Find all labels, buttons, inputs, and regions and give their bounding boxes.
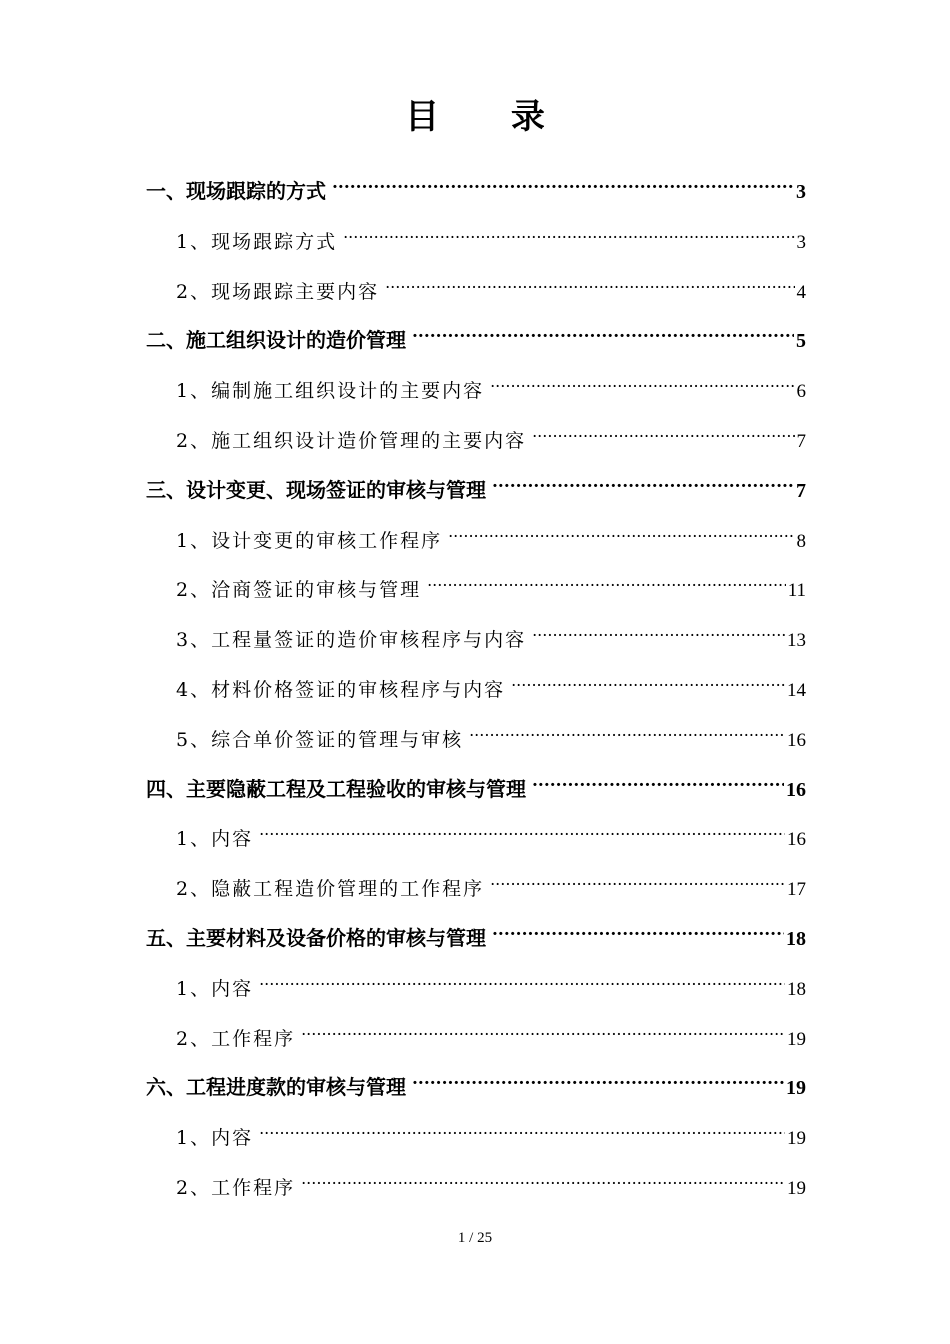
toc-chapter-entry[interactable]	[146, 317, 806, 352]
toc-section-entry[interactable]	[176, 1164, 806, 1199]
toc-section-entry[interactable]	[176, 965, 806, 1000]
toc-dot-leader	[492, 467, 794, 497]
toc-section-entry[interactable]	[176, 865, 806, 900]
toc-entry-title: 1、内容	[176, 1127, 254, 1149]
toc-dot-leader	[343, 218, 794, 248]
toc-section-entry[interactable]	[176, 566, 806, 601]
toc-chapter-entry[interactable]	[146, 467, 806, 502]
toc-section-entry[interactable]	[176, 218, 806, 253]
toc-entry-title: 四、主要隐蔽工程及工程验收的审核与管理	[146, 777, 526, 801]
toc-page-number: 16	[787, 829, 806, 850]
toc-section-entry[interactable]	[176, 1015, 806, 1050]
toc-entry-title: 4、材料价格签证的审核程序与内容	[176, 679, 506, 701]
toc-entry-title: 六、工程进度款的审核与管理	[146, 1075, 406, 1099]
toc-dot-leader	[532, 766, 784, 796]
toc-section-entry[interactable]	[176, 517, 806, 552]
toc-page-number: 14	[787, 680, 806, 701]
toc-section-entry[interactable]	[176, 1114, 806, 1149]
toc-entry-title: 2、工作程序	[176, 1177, 296, 1199]
toc-section-entry[interactable]	[176, 367, 806, 402]
toc-entry-title: 2、现场跟踪主要内容	[176, 281, 380, 303]
toc-section-entry[interactable]	[176, 666, 806, 701]
toc-entry-title: 3、工程量签证的造价审核程序与内容	[176, 629, 527, 651]
toc-page-number: 5	[796, 330, 806, 352]
toc-entry-title: 五、主要材料及设备价格的审核与管理	[146, 926, 486, 950]
toc-dot-leader	[448, 517, 794, 547]
toc-entry-title: 1、现场跟踪方式	[176, 231, 338, 253]
toc-entry-title: 1、设计变更的审核工作程序	[176, 530, 443, 552]
toc-page-number: 13	[787, 630, 806, 651]
toc-dot-leader	[259, 965, 785, 995]
toc-page-number: 18	[787, 979, 806, 1000]
toc-chapter-entry[interactable]	[146, 168, 806, 203]
toc-dot-leader	[412, 1064, 784, 1094]
toc-page-number: 6	[796, 381, 806, 402]
toc-section-entry[interactable]	[176, 716, 806, 751]
page-title: 目 录	[405, 97, 575, 137]
page-footer: 1 / 25	[457, 1230, 493, 1246]
toc-section-entry[interactable]	[176, 268, 806, 303]
toc-page-number: 18	[786, 928, 806, 950]
toc-chapter-entry[interactable]	[146, 1064, 806, 1099]
toc-entry-title: 1、内容	[176, 978, 254, 1000]
toc-dot-leader	[532, 616, 785, 646]
toc-dot-leader	[385, 268, 794, 298]
toc-dot-leader	[511, 666, 785, 696]
toc-entry-title: 2、施工组织设计造价管理的主要内容	[176, 430, 527, 452]
toc-page-number: 7	[796, 431, 806, 452]
toc-dot-leader	[490, 865, 785, 895]
toc-page-number: 19	[787, 1128, 806, 1149]
toc-entry-title: 5、综合单价签证的管理与审核	[176, 729, 464, 751]
toc-entry-title: 2、工作程序	[176, 1028, 296, 1050]
toc-page-number: 17	[787, 879, 806, 900]
toc-dot-leader	[301, 1015, 785, 1045]
toc-page-number: 4	[796, 282, 806, 303]
toc-entry-title: 一、现场跟踪的方式	[146, 179, 326, 203]
toc-dot-leader	[301, 1164, 785, 1194]
toc-entry-title: 1、内容	[176, 828, 254, 850]
toc-page-number: 19	[786, 1077, 806, 1099]
toc-entry-title: 二、施工组织设计的造价管理	[146, 328, 406, 352]
toc-page-number: 16	[786, 779, 806, 801]
toc-dot-leader	[427, 566, 786, 596]
toc-chapter-entry[interactable]	[146, 766, 806, 801]
toc-dot-leader	[412, 317, 794, 347]
toc-dot-leader	[259, 1114, 785, 1144]
toc-chapter-entry[interactable]	[146, 915, 806, 950]
toc-dot-leader	[492, 915, 784, 945]
toc-entry-title: 1、编制施工组织设计的主要内容	[176, 380, 485, 402]
toc-page-number: 3	[796, 181, 806, 203]
toc-section-entry[interactable]	[176, 616, 806, 651]
toc-dot-leader	[532, 417, 794, 447]
toc-dot-leader	[469, 716, 785, 746]
toc-entry-title: 三、设计变更、现场签证的审核与管理	[146, 478, 486, 502]
toc-section-entry[interactable]	[176, 815, 806, 850]
toc-page-number: 8	[796, 531, 806, 552]
toc-entry-title: 2、洽商签证的审核与管理	[176, 579, 422, 601]
toc-page-number: 16	[787, 730, 806, 751]
toc-page-number: 7	[796, 480, 806, 502]
toc-dot-leader	[490, 367, 794, 397]
toc-section-entry[interactable]	[176, 417, 806, 452]
toc-dot-leader	[332, 168, 794, 198]
toc-page-number: 19	[787, 1029, 806, 1050]
toc-page-number: 3	[796, 232, 806, 253]
toc-page-number: 11	[787, 580, 806, 601]
toc-entry-title: 2、隐蔽工程造价管理的工作程序	[176, 878, 485, 900]
toc-dot-leader	[259, 815, 785, 845]
toc-page-number: 19	[787, 1178, 806, 1199]
